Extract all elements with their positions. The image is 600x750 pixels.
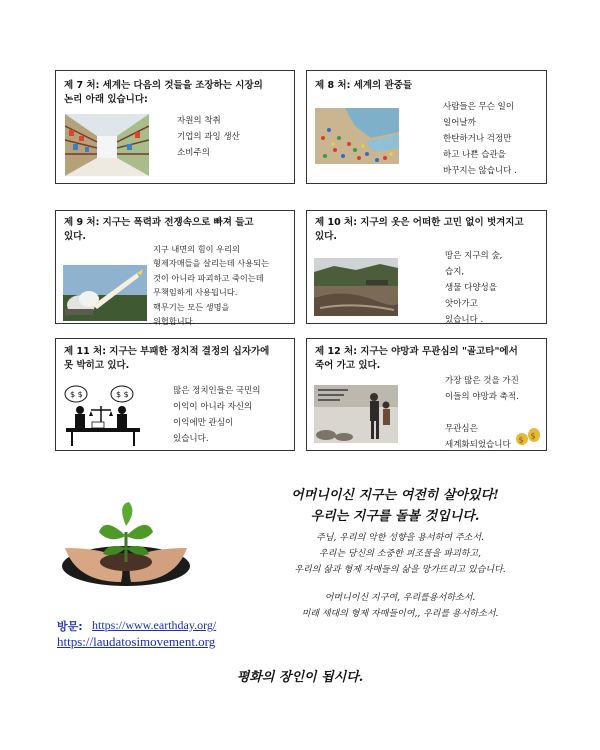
station-11-card [55,338,295,451]
mining-landscape-image [314,258,398,316]
svg-text:$: $ [530,431,536,441]
station-12-title: 제 12 처: 지구는 야망과 무관심의 "골고타"에서 죽어 가고 있다. [315,346,518,371]
money-bag-icon [515,426,541,446]
station-9-card [55,210,295,327]
visit-label: 방문: [57,620,83,633]
station-7-card [55,70,295,184]
station-10-text: 땅은 지구의 숲, 습지, 생물 다양성을 앗아가고 있습니다 . [445,251,503,325]
station-7-text: 자원의 착취 기업의 과잉 생산 소비주의 [177,116,240,158]
footer-slogan: 평화의 장인이 됩시다. [236,670,364,685]
earthday-link[interactable]: https://www.earthday.org/ [92,618,217,632]
prayer-line-4: 어머니이신 지구여, 우리를용서하소서. [324,593,476,603]
station-11-title: 제 11 처: 지구는 부패한 정치적 결정의 십자가에 못 박히고 있다. [64,346,270,371]
station-9-text: 지구 내면의 힘이 우리의 형제자매들을 살리는데 사용되는 것이 아니라 파괴하고 죽이는데 무책임하게 사용됩니다. 핵무기는 모든 생명을 위협합니다. [153,244,269,327]
corrupt-politicians-image [62,382,144,448]
station-8-card [306,70,547,184]
prayer-line-2: 우리는 당신의 소중한 피조물을 파괴하고, [318,549,482,559]
station-8-title: 제 8 처: 세계의 관중들 [315,80,413,91]
closing-heading-2: 우리는 지구를 돌볼 것입니다. [310,509,480,524]
supermarket-aisle-image [65,114,149,176]
laudatosi-link[interactable]: https://laudatosimovement.org [57,634,216,649]
station-9-title: 제 9 처: 지구는 폭력과 전쟁속으로 빠져 들고 있다. [64,217,254,242]
missile-launch-image [63,265,147,321]
greed-mural-image [314,385,398,443]
prayer-line-3: 우리의 삶과 형제 자매들의 삶을 망가뜨리고 있습니다. [294,565,506,575]
svg-text:$: $ [518,435,524,445]
hands-holding-seedling-image [57,496,195,588]
polluted-beach-image [315,108,399,164]
prayer-line-5: 미래 세대의 형제 자매들이여,, 우리를 용서하소서. [301,609,499,619]
station-10-card [306,210,547,324]
closing-heading-1: 어머니이신 지구는 여전히 살아있다! [291,488,499,503]
station-11-text: 많은 정치인들은 국민의 이익이 아니라 자신의 이익에만 관심이 있습니다. [173,386,261,444]
svg-text:$ $: $ $ [116,390,129,399]
station-10-title: 제 10 처: 지구의 옷은 어떠한 고민 없이 벗겨지고 있다. [315,217,524,242]
station-8-text: 사람들은 무슨 일이 일어날까 한탄하거나 걱정만 하고 나쁜 습관을 바꾸지는 않습니다 . [443,102,517,176]
svg-text:$ $: $ $ [70,390,83,399]
station-12-text: 가장 많은 것을 가진 이들의 야망과 축적. 무관심은 세계화되었습니다 [445,376,519,450]
prayer-line-1: 주님, 우리의 악한 성향을 용서하여 주소서. [316,533,484,543]
station-7-title: 제 7 처: 세계는 다음의 것들을 조장하는 시장의 논리 아래 있습니다: [64,80,263,105]
station-12-card [306,338,547,451]
